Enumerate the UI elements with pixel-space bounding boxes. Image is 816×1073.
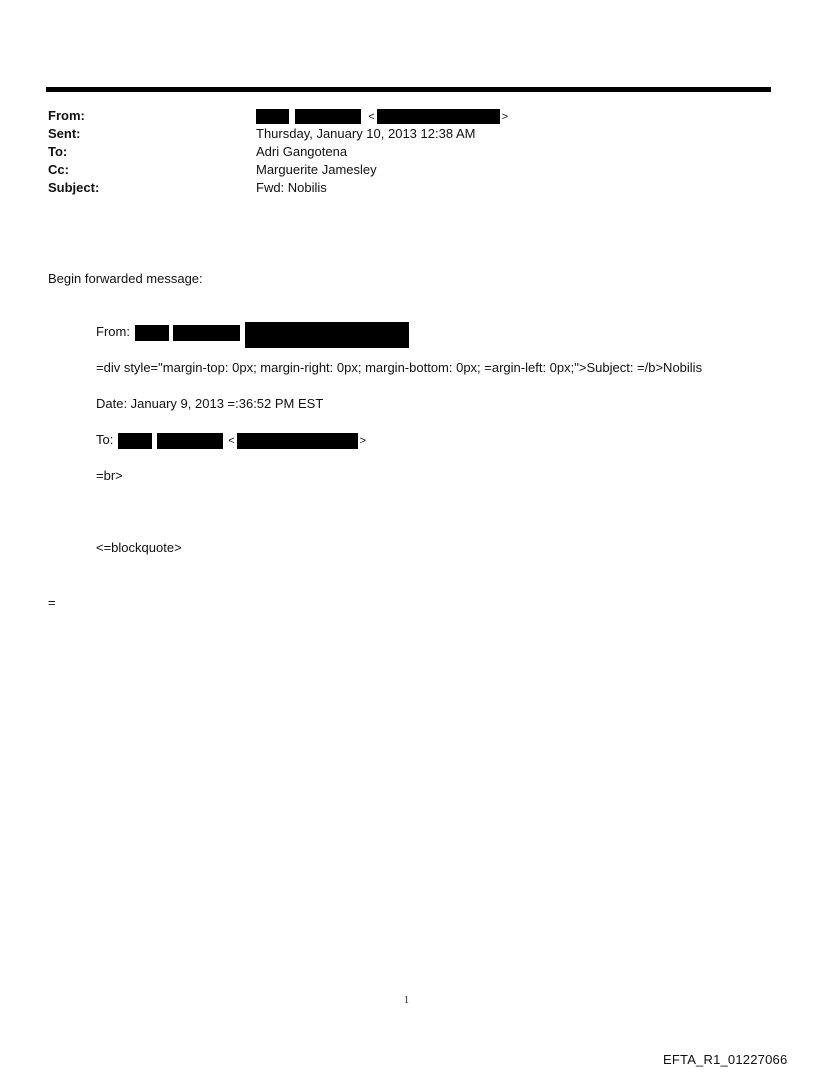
forward-intro: Begin forwarded message: (48, 271, 203, 286)
br-line: =br> (96, 468, 123, 483)
cc-label: Cc: (48, 162, 69, 177)
from-label: From: (48, 108, 85, 123)
fwd-date-line: Date: January 9, 2013 =:36:52 PM EST (96, 396, 324, 411)
redaction-box (237, 433, 358, 449)
cc-value: Marguerite Jamesley (256, 162, 377, 177)
redaction-box (256, 109, 289, 124)
fwd-to-label: To: (96, 432, 114, 447)
redaction-box (245, 322, 409, 348)
to-label: To: (48, 144, 68, 159)
to-value: Adri Gangotena (256, 144, 348, 159)
header-rule (46, 87, 771, 92)
angle-open: < (368, 111, 375, 123)
fwd-to-line (96, 431, 366, 450)
trailing-equals: = (48, 595, 56, 610)
from-value (256, 107, 508, 126)
redaction-box (157, 433, 223, 449)
angle-open: < (228, 435, 235, 447)
redaction-box (135, 325, 169, 341)
redaction-box (173, 325, 240, 341)
subject-label: Subject: (48, 180, 100, 195)
fwd-from-label: From: (96, 324, 130, 339)
document-id: EFTA_R1_01227066 (663, 1052, 788, 1067)
fwd-subject-line: =div style="margin-top: 0px; margin-right: 0px; margin-bottom: 0px; =argin-left: 0px;">Subject: =/b>Nobilis (96, 360, 703, 375)
angle-close: > (359, 435, 367, 447)
subject-value: Fwd: Nobilis (256, 180, 327, 195)
sent-value: Thursday, January 10, 2013 12:38 AM (256, 126, 476, 141)
page-number: 1 (404, 995, 409, 1006)
redaction-box (295, 109, 361, 124)
blockquote-line: <=blockquote> (96, 540, 182, 555)
redaction-box (118, 433, 152, 449)
angle-close: > (501, 111, 509, 123)
redaction-box (377, 109, 500, 124)
fwd-from-line (96, 323, 409, 348)
sent-label: Sent: (48, 126, 81, 141)
